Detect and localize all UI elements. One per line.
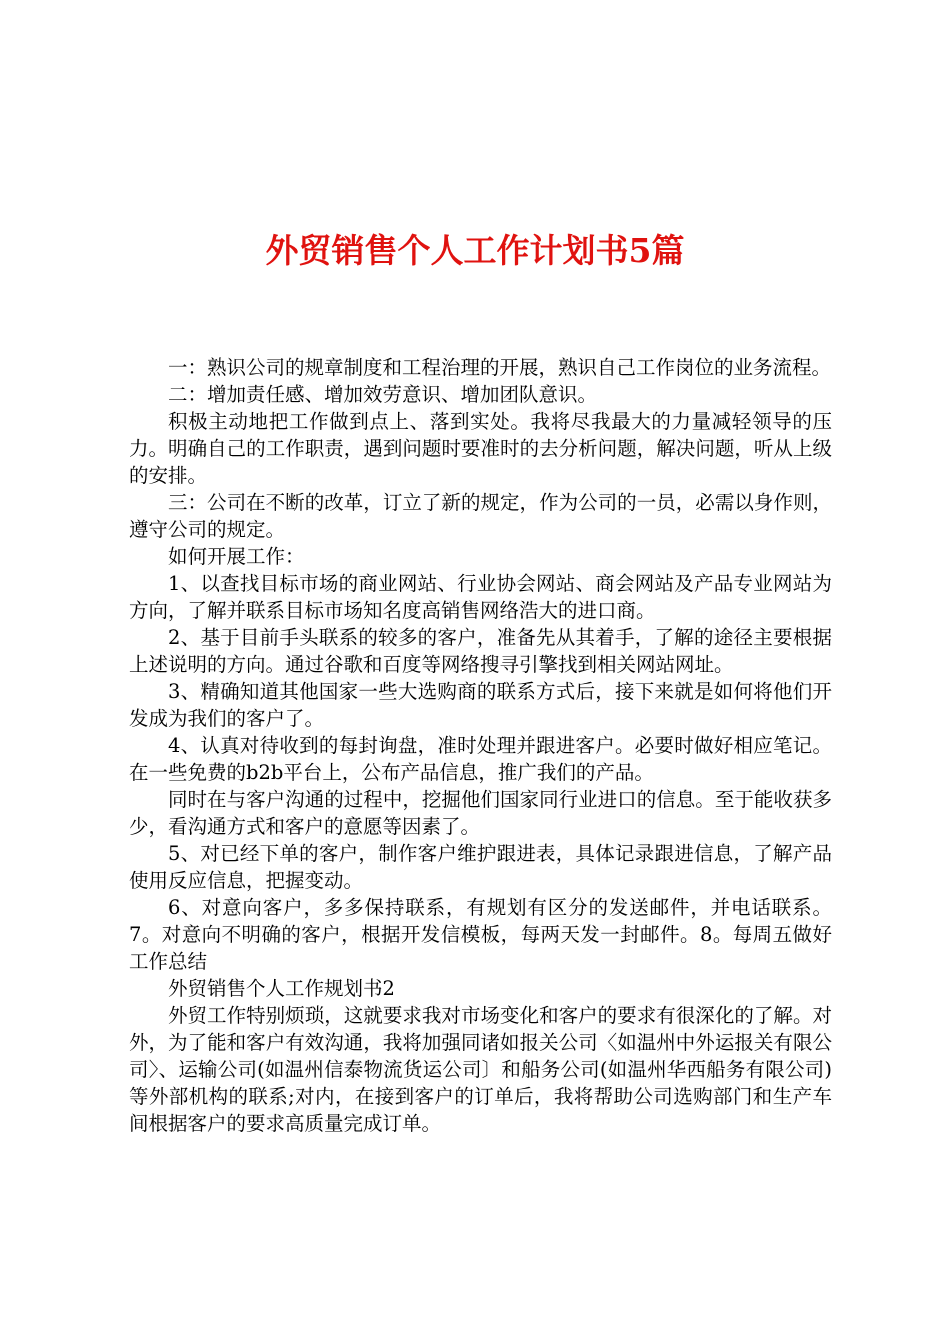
paragraph: 同时在与客户沟通的过程中，挖掘他们国家同行业进口的信息。至于能收获多少，看沟通方式和客户的意愿等因素了。	[129, 788, 832, 838]
paragraph: 外贸工作特别烦琐，这就要求我对市场变化和客户的要求有很深化的了解。对外，为了能和客户有效沟通，我将加强同诸如报关公司〈如温州中外运报关有限公司〉、运输公司(如温州信泰物流货运公司〕和船务公司(如温州华西船务有限公司)等外部机构的联系;对内，在接到客户的订单后，我将帮助公司选购部门和生产车间根据客户的要求高质量完成订单。	[129, 1004, 832, 1135]
document-body	[129, 354, 832, 1137]
document-title: 外贸销售个人工作计划书5篇	[265, 231, 685, 271]
paragraph: 6、对意向客户，多多保持联系，有规划有区分的发送邮件，并电话联系。7。对意向不明确的客户，根据开发信模板，每两天发一封邮件。8。每周五做好工作总结	[129, 896, 832, 973]
paragraph: 5、对已经下单的客户，制作客户维护跟进表，具体记录跟进信息，了解产品使用反应信息，把握变动。	[129, 842, 832, 892]
paragraph: 4、认真对待收到的每封询盘，准时处理并跟进客户。必要时做好相应笔记。在一些免费的b2b平台上，公布产品信息，推广我们的产品。	[129, 734, 832, 784]
paragraph: 2、基于目前手头联系的较多的客户，准备先从其着手，了解的途径主要根据上述说明的方向。通过谷歌和百度等网络搜寻引擎找到相关网站网址。	[129, 626, 832, 676]
paragraph: 一：熟识公司的规章制度和工程治理的开展，熟识自己工作岗位的业务流程。	[168, 356, 832, 379]
paragraph: 二：增加责任感、增加效劳意识、增加团队意识。	[168, 383, 598, 406]
paragraph: 1、以查找目标市场的商业网站、行业协会网站、商会网站及产品专业网站为方向，了解并联系目标市场知名度高销售网络浩大的进口商。	[129, 572, 832, 622]
paragraph: 积极主动地把工作做到点上、落到实处。我将尽我最大的力量减轻领导的压力。明确自己的工作职责，遇到问题时要准时的去分析问题，解决问题，听从上级的安排。	[129, 410, 832, 487]
paragraph: 三：公司在不断的改革，订立了新的规定，作为公司的一员，必需以身作则，遵守公司的规定。	[129, 491, 832, 541]
paragraph: 如何开展工作：	[168, 545, 305, 568]
section-heading: 外贸销售个人工作规划书2	[168, 977, 395, 1000]
paragraph: 3、精确知道其他国家一些大选购商的联系方式后，接下来就是如何将他们开发成为我们的客户了。	[129, 680, 832, 730]
